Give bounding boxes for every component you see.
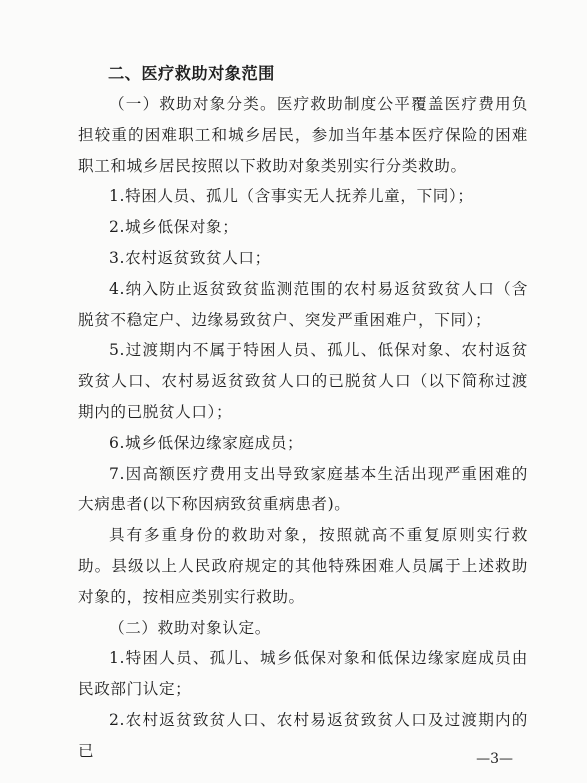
list-item-4: 4.纳入防止返贫致贫监测范围的农村易返贫致贫人口（含脱贫不稳定户、边缘易致贫户、突发严重困难户，下同）；: [78, 279, 528, 329]
document-body: [78, 60, 528, 767]
subsection-heading-recognition: （二）救助对象认定。: [109, 618, 271, 637]
page-number: —3—: [476, 751, 513, 767]
list-item-7: 7.因高额医疗费用支出导致家庭基本生活出现严重困难的大病患者(以下称因病致贫重病患者)。: [78, 464, 528, 514]
paragraph-multiple-identity: 具有多重身份的救助对象，按照就高不重复原则实行救助。县级以上人民政府规定的其他特殊困难人员属于上述救助对象的，按相应类别实行救助。: [78, 526, 528, 606]
list-item-3: 3.农村返贫致贫人口；: [109, 248, 271, 267]
list-item-5: 5.过渡期内不属于特困人员、孤儿、低保对象、农村返贫致贫人口、农村易返贫致贫人口的已脱贫人口（以下简称过渡期内的已脱贫人口）；: [78, 341, 528, 421]
section-heading: 二、医疗救助对象范围: [108, 64, 275, 83]
recognition-item-1: 1.特困人员、孤儿、城乡低保对象和低保边缘家庭成员由民政部门认定；: [78, 649, 528, 699]
recognition-item-2: 2.农村返贫致贫人口、农村易返贫致贫人口及过渡期内的已: [78, 710, 528, 760]
list-item-6: 6.城乡低保边缘家庭成员；: [109, 433, 304, 452]
list-item-1: 1.特困人员、孤儿（含事实无人抚养儿童，下同）；: [109, 187, 474, 206]
paragraph-intro: （一）救助对象分类。医疗救助制度公平覆盖医疗费用负担较重的困难职工和城乡居民，参加当年基本医疗保险的困难职工和城乡居民按照以下救助对象类别实行分类救助。: [78, 95, 528, 175]
list-item-2: 2.城乡低保对象；: [109, 218, 239, 237]
